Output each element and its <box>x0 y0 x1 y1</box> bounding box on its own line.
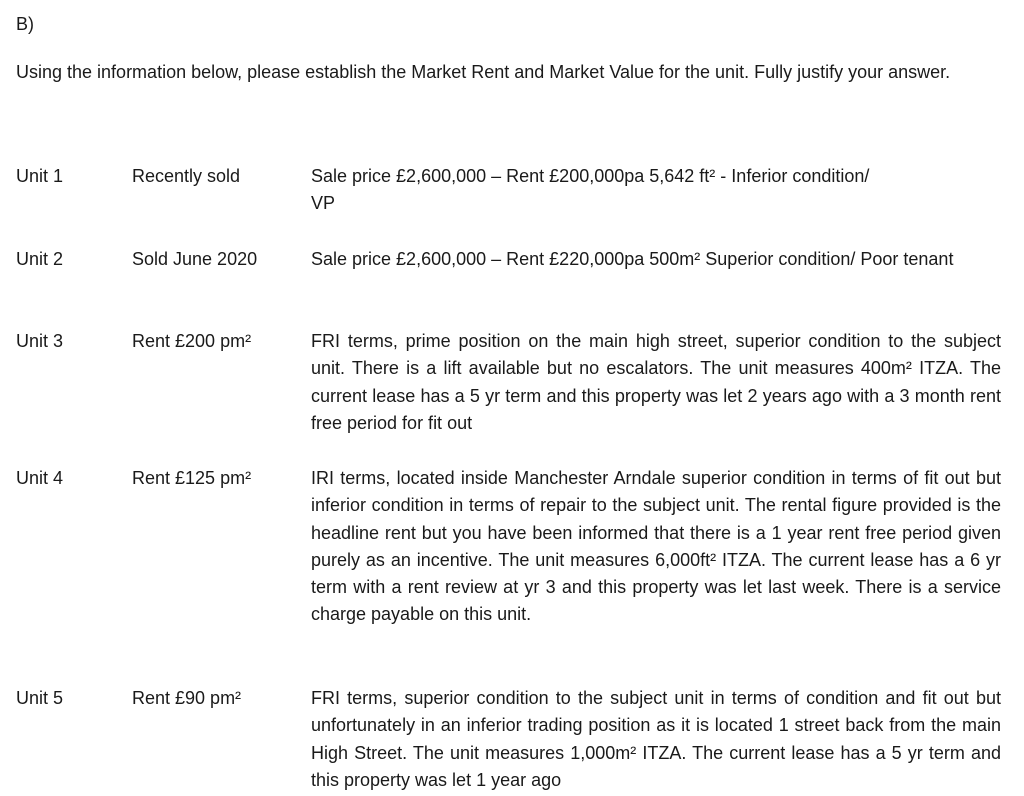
unit-name: Unit 2 <box>16 249 64 269</box>
section-label: B) <box>16 14 34 34</box>
unit-status: Rent £125 pm² <box>132 468 252 488</box>
unit-name: Unit 1 <box>16 166 64 186</box>
unit-description: IRI terms, located inside Manchester Arndale superior condition in terms of fit out but inferior condition in terms of repair to the subject unit. The rental figure provided is the headline rent but you have been informed that there is a 1 year rent free period given purely as an incentive. The unit measures 6,000ft² ITZA. The current lease has a 6 yr term with a rent review at yr 3 and this property was let last week. There is a service charge payable on this unit. <box>311 468 1001 625</box>
unit-status: Rent £200 pm² <box>132 331 252 351</box>
unit-description: Sale price £2,600,000 – Rent £220,000pa 500m² Superior condition/ Poor tenant <box>311 249 954 269</box>
unit-name: Unit 5 <box>16 688 64 708</box>
unit-description: FRI terms, prime position on the main high street, superior condition to the subject unit. There is a lift available but no escalators. The unit measures 400m² ITZA. The current lease has a 5 yr term and this property was let 2 years ago with a 3 month rent free period for fit out <box>311 331 1001 433</box>
unit-description: Sale price £2,600,000 – Rent £200,000pa 5,642 ft² - Inferior condition/ VP <box>311 166 870 214</box>
unit-name: Unit 3 <box>16 331 64 351</box>
unit-status: Sold June 2020 <box>132 249 258 269</box>
unit-description: FRI terms, superior condition to the subject unit in terms of condition and fit out but unfortunately in an inferior trading position as it is located 1 street back from the main High Street. The unit measures 1,000m² ITZA. The current lease has a 5 yr term and this property was let 1 year ago <box>311 688 1001 790</box>
unit-status: Recently sold <box>132 166 241 186</box>
intro-text: Using the information below, please establish the Market Rent and Market Value for the unit. Fully justify your answer. <box>16 62 951 82</box>
unit-name: Unit 4 <box>16 468 64 488</box>
unit-status: Rent £90 pm² <box>132 688 242 708</box>
